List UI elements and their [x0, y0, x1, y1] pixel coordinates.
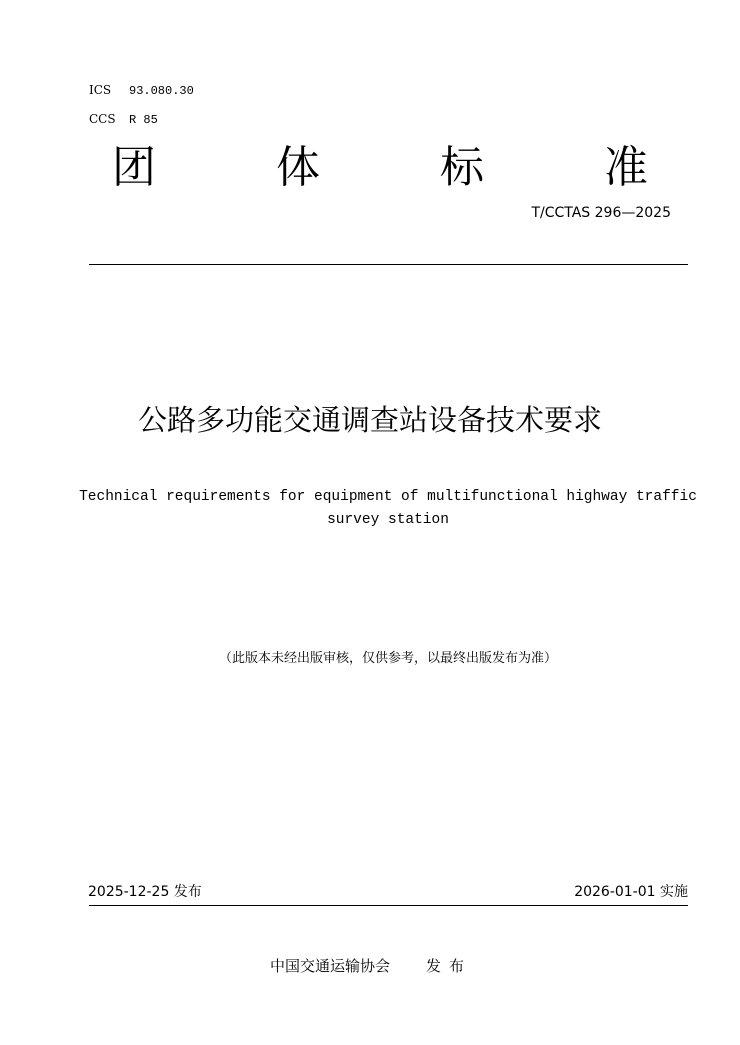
ccs-row: [89, 112, 158, 127]
ccs-label: CCS: [89, 112, 116, 126]
publisher-line: [270, 955, 472, 977]
english-title-line-1: Technical requirements for equipment of multifunctional highway traffic: [79, 489, 697, 505]
ics-label: ICS: [89, 83, 112, 97]
document-title-chinese: 公路多功能交通调查站设备技术要求: [137, 403, 602, 437]
publisher-name: 中国交通运输协会: [270, 957, 391, 975]
header-divider: [89, 264, 688, 265]
document-title-english: [60, 486, 716, 532]
draft-note: （此版本未经出版审核，仅供参考，以最终出版发布为准）: [218, 651, 557, 666]
publisher-action: 发布: [426, 957, 473, 975]
standard-number: T/CCTAS 296—2025: [531, 205, 671, 221]
doc-type-char-2: 体: [276, 142, 320, 193]
footer-divider: [89, 905, 688, 906]
ics-value: 93.080.30: [129, 84, 194, 98]
ics-row: [89, 83, 194, 98]
doc-type-char-1: 团: [112, 142, 156, 193]
implementation-date: 2026-01-01 实施: [574, 884, 688, 900]
doc-type-char-3: 标: [440, 142, 484, 193]
english-title-line-2: survey station: [327, 512, 449, 528]
doc-type-char-4: 准: [604, 142, 648, 193]
ccs-value: R 85: [129, 113, 158, 127]
issue-date: 2025-12-25 发布: [88, 884, 202, 900]
